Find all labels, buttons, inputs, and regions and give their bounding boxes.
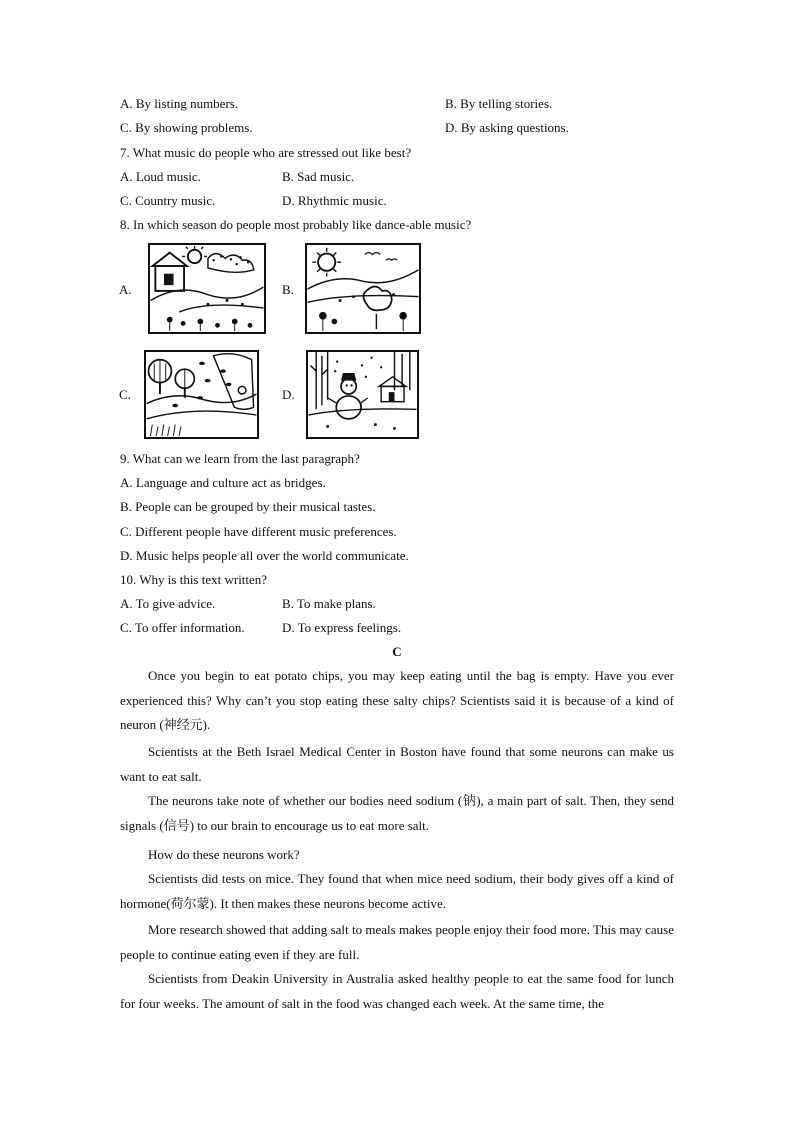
q7-question: 7. What music do people who are stressed out like best?	[120, 145, 412, 160]
q6-option-c: C. By showing problems.	[120, 120, 253, 135]
section-c-paragraph-7: Scientists from Deakin University in Australia asked healthy people to eat the same food for lunch for four weeks. The amount of salt in the food was changed each week. At the same time, the	[120, 971, 674, 1011]
q10-option-c: C. To offer information.	[120, 620, 245, 635]
autumn-scene-picture	[144, 350, 259, 439]
q9-option-d: D. Music helps people all over the world communicate.	[120, 548, 409, 563]
q10-option-a: A. To give advice.	[120, 596, 216, 611]
section-c-paragraph-5: Scientists did tests on mice. They found that when mice need sodium, their body gives off a kind of hormone(荷尔蒙). It then makes these neurons become active.	[120, 871, 674, 911]
winter-scene-picture	[306, 350, 419, 439]
section-c-paragraph-4: How do these neurons work?	[148, 847, 300, 862]
q6-option-d: D. By asking questions.	[445, 120, 569, 135]
section-c-paragraph-1: Once you begin to eat potato chips, you may keep eating until the bag is empty. Have you ever experienced this? Why can’t you stop eating these salty chips? Scientists said it is because of a kind of neuron (神经元).	[120, 668, 674, 732]
q10-option-b: B. To make plans.	[282, 596, 376, 611]
q9-option-c: C. Different people have different music preferences.	[120, 524, 397, 539]
q7-option-c: C. Country music.	[120, 193, 216, 208]
q9-question: 9. What can we learn from the last paragraph?	[120, 451, 360, 466]
q8-label-d: D.	[282, 387, 295, 402]
q7-option-a: A. Loud music.	[120, 169, 201, 184]
q8-label-c: C.	[119, 387, 131, 402]
q7-option-d: D. Rhythmic music.	[282, 193, 387, 208]
q9-option-b: B. People can be grouped by their musical tastes.	[120, 499, 376, 514]
q8-question: 8. In which season do people most probably like dance-able music?	[120, 217, 472, 232]
q8-label-a: A.	[119, 282, 132, 297]
q8-label-b: B.	[282, 282, 294, 297]
section-c-paragraph-6: More research showed that adding salt to meals makes people enjoy their food more. This may cause people to continue eating even if they are full.	[120, 922, 674, 962]
q10-question: 10. Why is this text written?	[120, 572, 268, 587]
section-c-paragraph-3: The neurons take note of whether our bodies need sodium (钠), a main part of salt. Then, they send signals (信号) to our brain to encourage us to eat more salt.	[120, 793, 674, 833]
q9-option-a: A. Language and culture act as bridges.	[120, 475, 326, 490]
q7-option-b: B. Sad music.	[282, 169, 355, 184]
q6-option-b: B. By telling stories.	[445, 96, 553, 111]
section-c-paragraph-2: Scientists at the Beth Israel Medical Center in Boston have found that some neurons can make us want to eat salt.	[120, 744, 674, 784]
section-c-heading: C	[392, 644, 402, 659]
spring-scene-picture	[148, 243, 266, 334]
q6-option-a: A. By listing numbers.	[120, 96, 239, 111]
summer-scene-picture	[305, 243, 421, 334]
q10-option-d: D. To express feelings.	[282, 620, 402, 635]
